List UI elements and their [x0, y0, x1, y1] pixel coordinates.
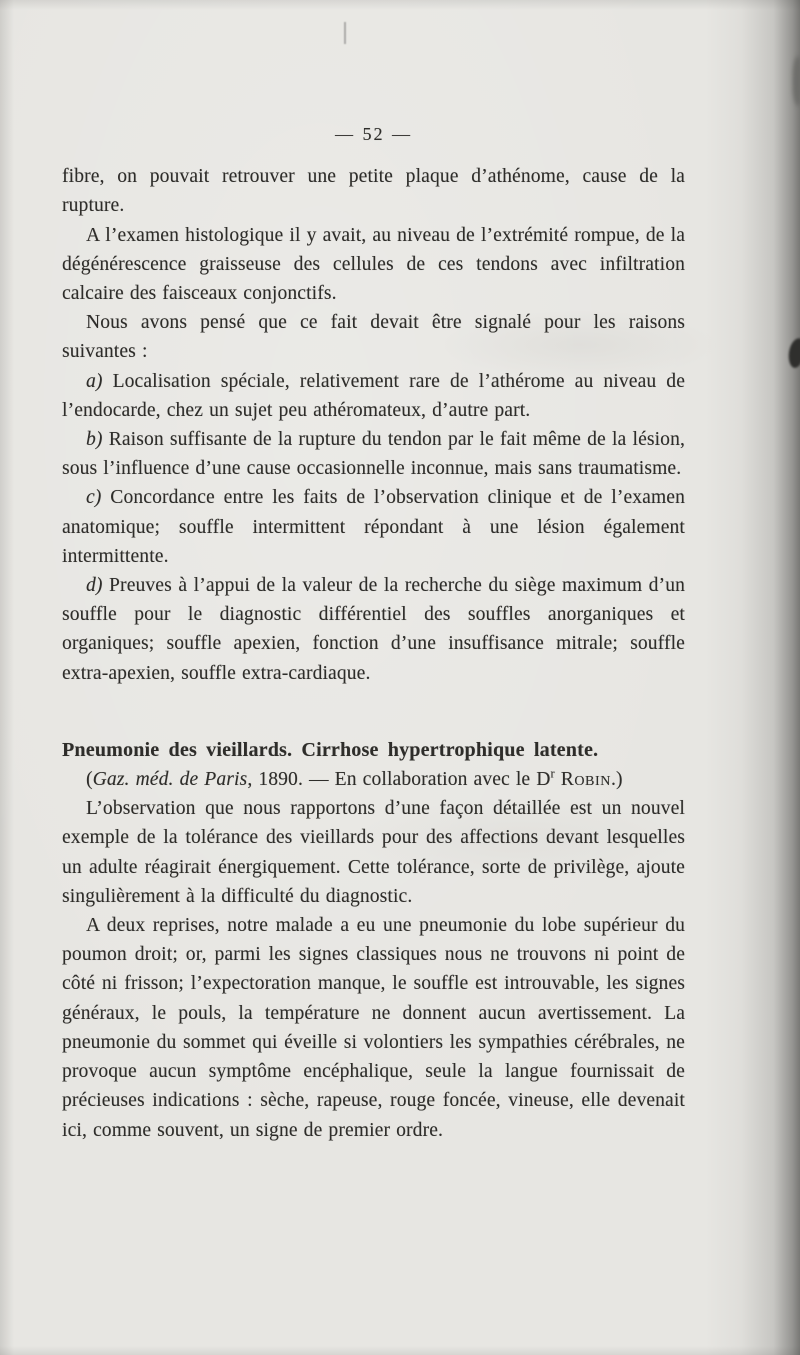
- list-item-b: [62, 425, 685, 483]
- item-label: d): [86, 575, 103, 597]
- citation-open: (: [86, 769, 93, 791]
- author-name: Robin: [560, 769, 611, 791]
- list-item-d: [62, 571, 685, 688]
- ink-mark: [787, 337, 800, 369]
- item-label: c): [86, 487, 102, 509]
- journal-name: Gaz. méd. de Paris: [92, 769, 248, 791]
- item-label: b): [86, 429, 103, 451]
- section-title: Pneumonie des vieillards. Cirrhose hypertrophique latente.: [62, 738, 599, 761]
- text-block: [62, 120, 685, 1145]
- superscript-r: r: [550, 766, 555, 781]
- fold-mark: [344, 22, 346, 44]
- paragraph: fibre, on pouvait retrouver une petite plaque d’athénome, cause de la rupture.: [62, 166, 685, 217]
- item-text: Concordance entre les faits de l’observation clinique et de l’examen anatomique; souffle intermittent répondant à une lésion également intermittente.: [62, 487, 685, 567]
- page-number: — 52 —: [335, 124, 412, 144]
- item-label: a): [86, 370, 103, 392]
- item-text: Raison suffisante de la rupture du tendon par le fait même de la lésion, sous l’influence d’une cause occasionnelle inconnue, mais sans traumatisme.: [62, 429, 685, 480]
- paragraph: Nous avons pensé que ce fait devait être signalé pour les raisons suivantes :: [62, 312, 685, 363]
- citation: [62, 765, 685, 794]
- citation-close: .): [610, 769, 623, 791]
- citation-middle: , 1890. — En collaboration avec le D: [247, 769, 551, 791]
- list-item-a: [62, 367, 685, 425]
- page-edge-shadow: [705, 0, 800, 1355]
- list-item-c: [62, 483, 685, 571]
- scan-artifact: [793, 56, 800, 106]
- paragraph: A l’examen histologique il y avait, au niveau de l’extrémité rompue, de la dégénérescence graisseuse des cellules de ces tendons avec infiltration calcaire des faisceaux conjonctifs.: [62, 224, 685, 305]
- item-text: Localisation spéciale, relativement rare de l’athérome au niveau de l’endocarde, chez un sujet peu athéromateux, d’autre part.: [62, 370, 685, 421]
- paragraph: A deux reprises, notre malade a eu une pneumonie du lobe supérieur du poumon droit; or, parmi les signes classiques nous ne trouvons ni point de côté ni frisson; l’expectoration manque, le souffle est introuvable, les signes généraux, le pouls, la température ne donnent aucun avertissement. La pneumonie du sommet qui éveille si volontiers les sympathies cérébrales, ne provoque aucun symptôme encéphalique, seule la langue fournissait de précieuses indications : sèche, rapeuse, rouge foncée, vineuse, elle devenait ici, comme souvent, un signe de premier ordre.: [62, 915, 685, 1141]
- item-text: Preuves à l’appui de la valeur de la recherche du siège maximum d’un souffle pour le diagnostic différentiel des souffles anorganiques et organiques; souffle apexien, fonction d’une insuffisance mitrale; souffle extra-apexien, souffle extra-cardiaque.: [62, 575, 685, 684]
- paragraph: L’observation que nous rapportons d’une façon détaillée est un nouvel exemple de la tolérance des vieillards pour des affections devant lesquelles un adulte réagirait énergiquement. Cette tolérance, sorte de privilège, ajoute singulièrement à la difficulté du diagnostic.: [62, 798, 685, 907]
